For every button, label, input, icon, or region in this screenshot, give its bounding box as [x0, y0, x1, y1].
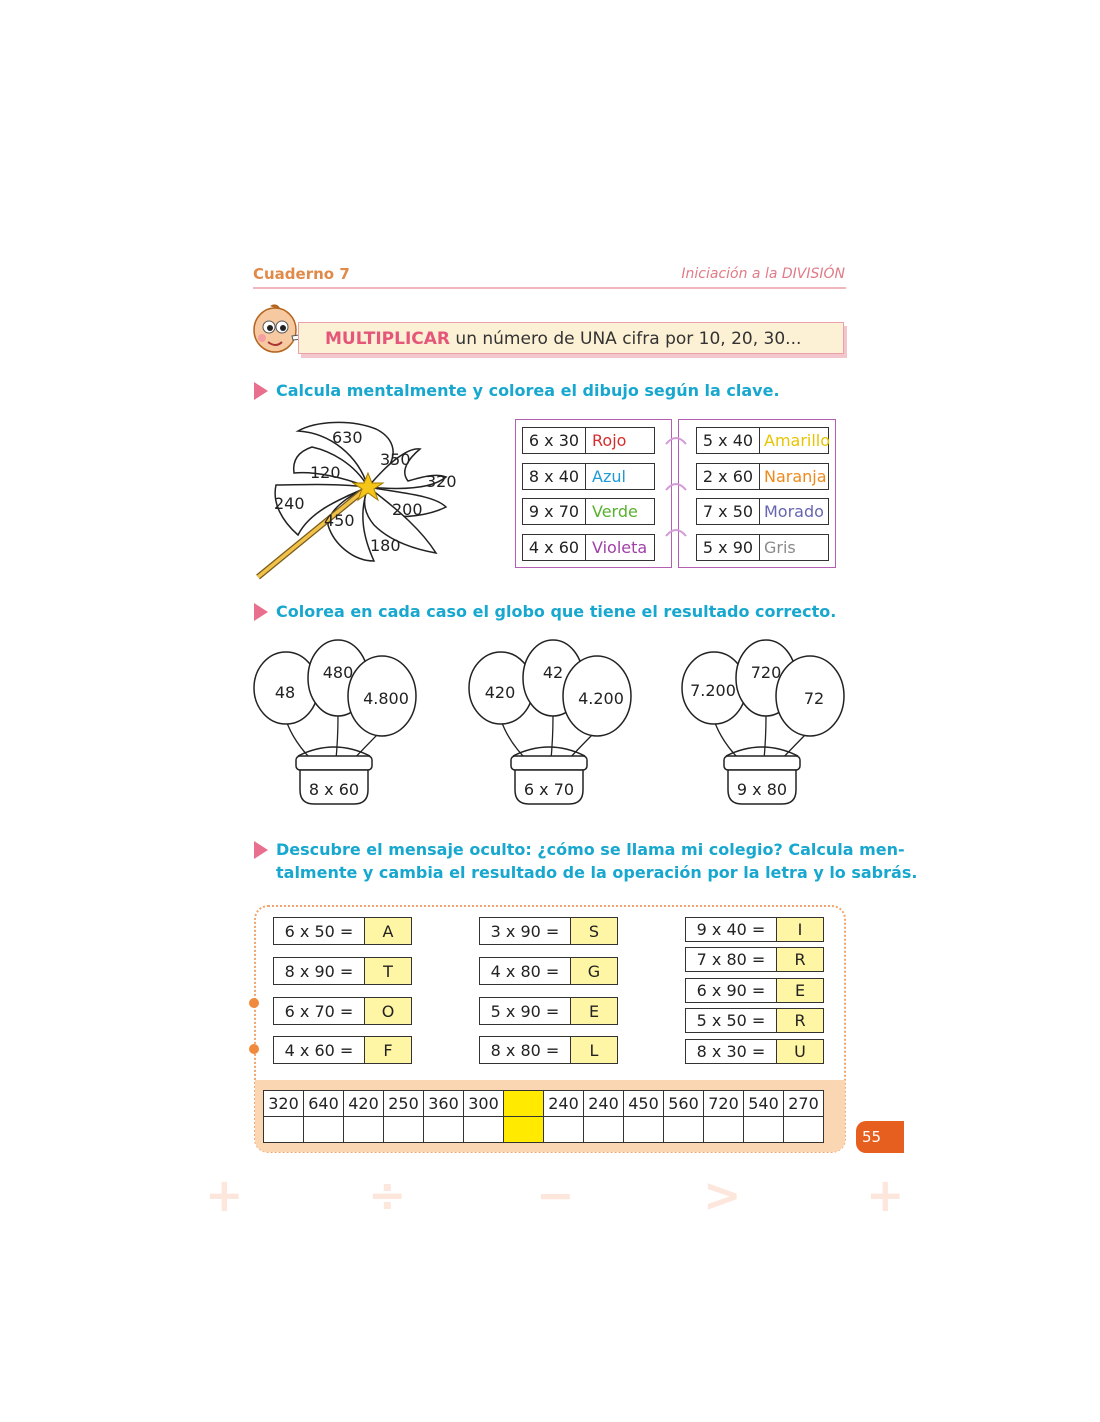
grid-letter-input[interactable]: [344, 1117, 384, 1143]
pinwheel-number: 630: [332, 428, 363, 447]
decode-operation: 6 x 50 =: [273, 917, 365, 945]
divide-symbol-icon: ÷: [368, 1168, 407, 1222]
grid-number: 240: [544, 1091, 584, 1117]
balloon-value: 48: [274, 683, 296, 702]
decode-operation: 7 x 80 =: [685, 947, 777, 972]
decode-letter: L: [570, 1036, 618, 1064]
decode-operation: 5 x 90 =: [479, 997, 571, 1025]
grid-letter-input[interactable]: [464, 1117, 504, 1143]
key-color-name: Morado: [759, 498, 829, 525]
grid-number: 250: [384, 1091, 424, 1117]
page-number: 55: [856, 1121, 904, 1153]
decode-operation: 6 x 70 =: [273, 997, 365, 1025]
key-color-name: Azul: [585, 463, 655, 490]
decode-operation: 5 x 50 =: [685, 1008, 777, 1033]
grid-letter-input[interactable]: [584, 1117, 624, 1143]
decode-operation: 8 x 30 =: [685, 1039, 777, 1064]
balloon-value: 42: [542, 663, 564, 682]
decode-operation: 8 x 80 =: [479, 1036, 571, 1064]
answer-grid-numbers-row: [264, 1091, 824, 1117]
header-divider: [253, 287, 846, 289]
grid-number: 270: [784, 1091, 824, 1117]
decode-letter: A: [364, 917, 412, 945]
grid-letter-input[interactable]: [264, 1117, 304, 1143]
section3-title-line2: talmente y cambia el resultado de la operación por la letra y lo sabrás.: [276, 863, 918, 882]
grid-number: 720: [704, 1091, 744, 1117]
grid-number: 450: [624, 1091, 664, 1117]
decode-letter: T: [364, 957, 412, 985]
section2-title: Colorea en cada caso el globo que tiene el resultado correcto.: [276, 602, 837, 621]
grid-letter-input[interactable]: [704, 1117, 744, 1143]
pinwheel-number: 240: [274, 494, 305, 513]
grid-number: 300: [464, 1091, 504, 1117]
section-arrow-icon: [254, 382, 268, 400]
grid-number: 320: [264, 1091, 304, 1117]
basket-label: 9 x 80: [736, 780, 788, 799]
basket-label: 8 x 60: [308, 780, 360, 799]
decode-letter: R: [776, 947, 824, 972]
pinwheel-number: 200: [392, 500, 423, 519]
key-operation: 6 x 30: [522, 427, 586, 454]
greater-than-symbol-icon: >: [703, 1168, 742, 1222]
basket-label: 6 x 70: [523, 780, 575, 799]
decode-letter: S: [570, 917, 618, 945]
balloon-value: 720: [750, 663, 782, 682]
decode-letter: E: [570, 997, 618, 1025]
grid-number: 540: [744, 1091, 784, 1117]
balloon-value: 4.800: [363, 689, 409, 708]
grid-space: [504, 1091, 544, 1117]
decode-operation: 6 x 90 =: [685, 978, 777, 1003]
decode-letter: F: [364, 1036, 412, 1064]
section-arrow-icon: [254, 603, 268, 621]
grid-number: 560: [664, 1091, 704, 1117]
decode-letter: G: [570, 957, 618, 985]
grid-letter-input[interactable]: [424, 1117, 464, 1143]
decode-operation: 4 x 60 =: [273, 1036, 365, 1064]
decode-letter: I: [776, 917, 824, 942]
decode-letter: O: [364, 997, 412, 1025]
key-operation: 7 x 50: [696, 498, 760, 525]
key-color-name: Amarillo: [759, 427, 829, 454]
pinwheel-number: 120: [310, 463, 341, 482]
grid-letter-input[interactable]: [784, 1117, 824, 1143]
grid-letter-input[interactable]: [664, 1117, 704, 1143]
decode-operation: 9 x 40 =: [685, 917, 777, 942]
decode-operation: 8 x 90 =: [273, 957, 365, 985]
balloon-value: 420: [484, 683, 516, 702]
binder-rings: [664, 428, 688, 558]
pinwheel-drawing: [250, 415, 465, 585]
balloon-group: [678, 638, 848, 810]
key-operation: 2 x 60: [696, 463, 760, 490]
decode-letter: E: [776, 978, 824, 1003]
grid-number: 360: [424, 1091, 464, 1117]
grid-number: 640: [304, 1091, 344, 1117]
key-color-name: Rojo: [585, 427, 655, 454]
key-operation: 8 x 40: [522, 463, 586, 490]
grid-number: 420: [344, 1091, 384, 1117]
balloon-group: [250, 638, 420, 810]
balloon-value: 480: [322, 663, 354, 682]
balloon-group: [465, 638, 635, 810]
balloon-value: 72: [803, 689, 825, 708]
plus-symbol-icon: +: [205, 1168, 244, 1222]
key-operation: 4 x 60: [522, 534, 586, 561]
answer-grid: [263, 1090, 824, 1143]
section-arrow-icon: [254, 841, 268, 859]
balloon-value: 7.200: [690, 681, 736, 700]
key-operation: 5 x 40: [696, 427, 760, 454]
chapter-title: Iniciación a la DIVISIÓN: [681, 266, 845, 282]
topic-banner-text: MULTIPLICAR un número de UNA cifra por 10, 20, 30...: [325, 329, 802, 349]
decode-letter: U: [776, 1039, 824, 1064]
decode-letter: R: [776, 1008, 824, 1033]
grid-space: [504, 1117, 544, 1143]
section3-title-line1: Descubre el mensaje oculto: ¿cómo se llama mi colegio? Calcula men-: [276, 840, 905, 859]
key-color-name: Violeta: [585, 534, 655, 561]
minus-symbol-icon: −: [536, 1168, 575, 1222]
decode-operation: 4 x 80 =: [479, 957, 571, 985]
grid-letter-input[interactable]: [544, 1117, 584, 1143]
key-operation: 5 x 90: [696, 534, 760, 561]
pinwheel-number: 320: [426, 472, 457, 491]
grid-number: 240: [584, 1091, 624, 1117]
decode-operation: 3 x 90 =: [479, 917, 571, 945]
grid-letter-input[interactable]: [384, 1117, 424, 1143]
pinwheel-number: 450: [324, 511, 355, 530]
grid-letter-input[interactable]: [624, 1117, 664, 1143]
key-color-name: Naranja: [759, 463, 829, 490]
balloon-value: 4.200: [578, 689, 624, 708]
answer-grid-letters-row: [264, 1117, 824, 1143]
section1-title: Calcula mentalmente y colorea el dibujo según la clave.: [276, 381, 780, 400]
grid-letter-input[interactable]: [744, 1117, 784, 1143]
bullet-dot-icon: [249, 998, 259, 1008]
key-operation: 9 x 70: [522, 498, 586, 525]
pinwheel-number: 350: [380, 450, 411, 469]
key-color-name: Gris: [759, 534, 829, 561]
plus-symbol-icon: +: [866, 1168, 905, 1222]
key-color-name: Verde: [585, 498, 655, 525]
notebook-label: Cuaderno 7: [253, 265, 350, 283]
bullet-dot-icon: [249, 1044, 259, 1054]
pinwheel-number: 180: [370, 536, 401, 555]
grid-letter-input[interactable]: [304, 1117, 344, 1143]
